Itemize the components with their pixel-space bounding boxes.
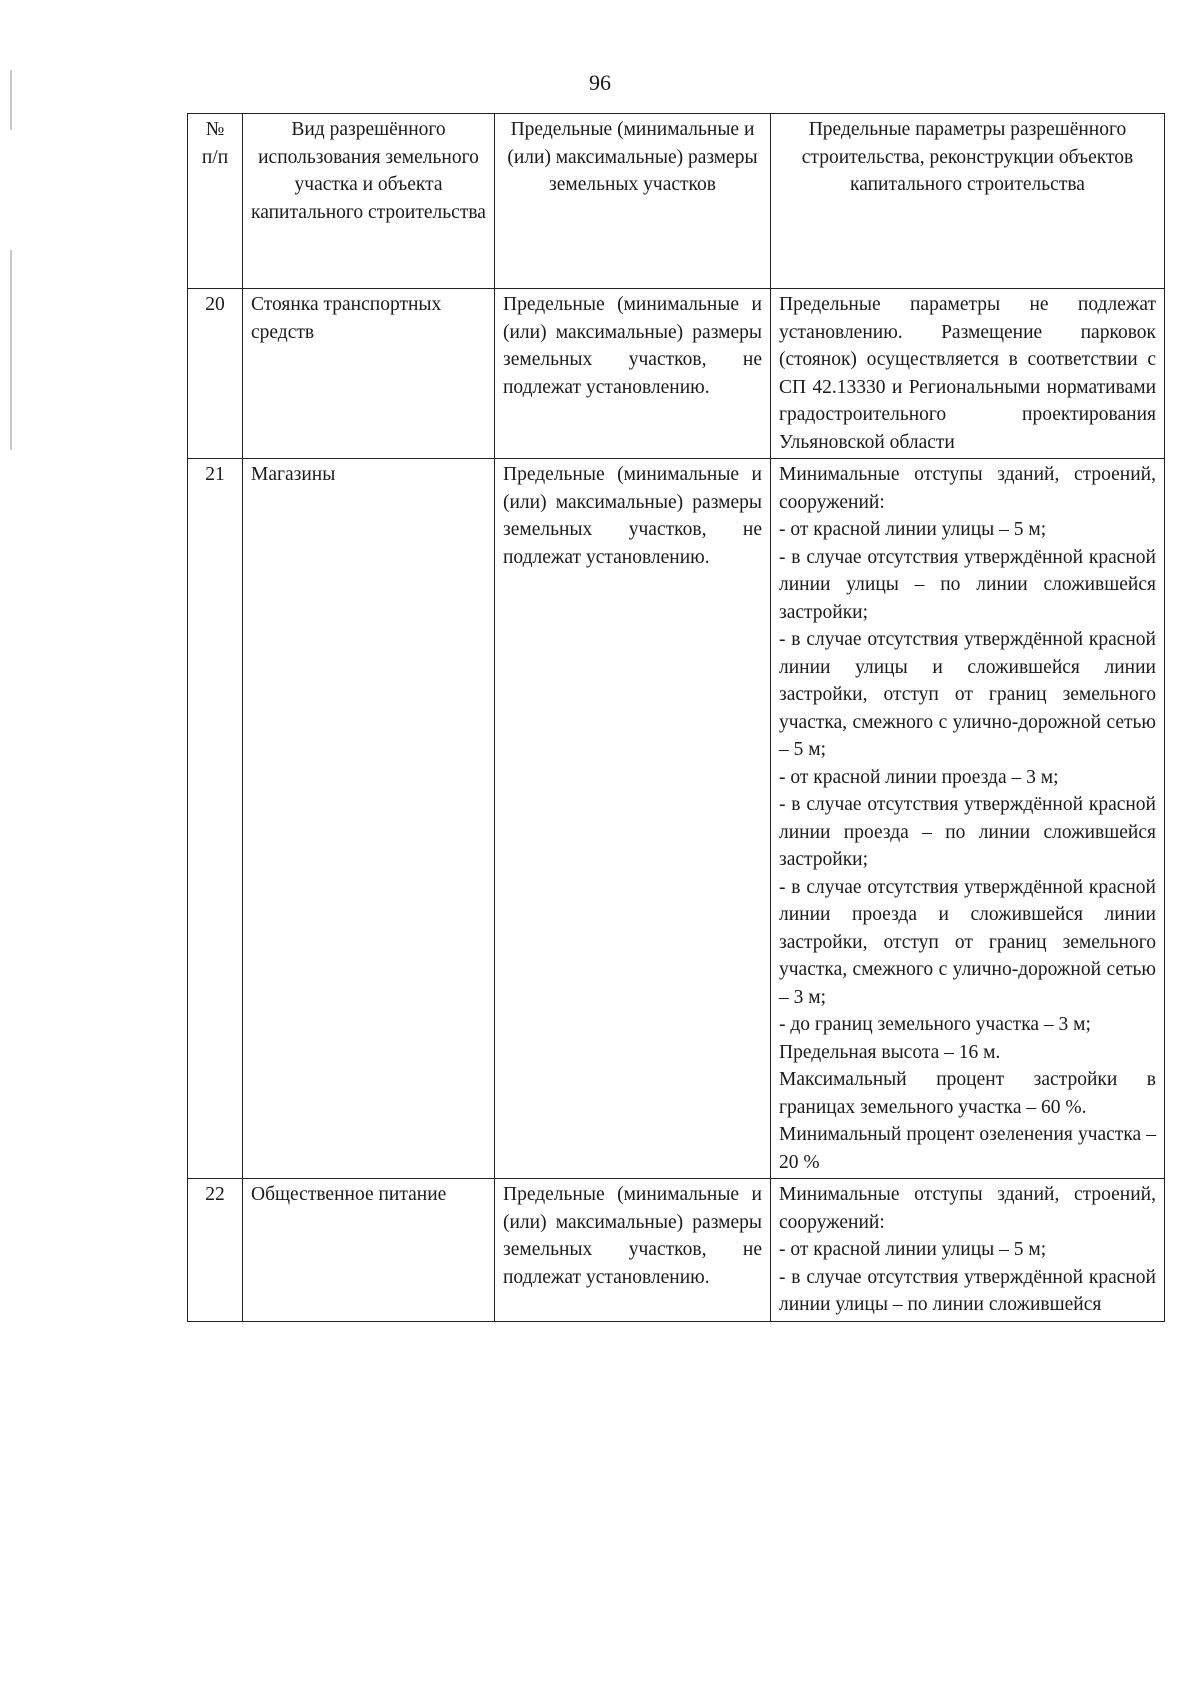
row-plot-size: Предельные (минимальные и (или) максимальные) размеры земельных участков, не подлежат установлению. [495, 459, 771, 1179]
table-row [188, 1179, 1165, 1322]
param-line: Максимальный процент застройки в границах земельного участка – 60 %. [779, 1069, 1156, 1118]
table-row [188, 459, 1165, 1179]
param-line: - до границ земельного участка – 3 м; [779, 1014, 1091, 1035]
row-plot-size: Предельные (минимальные и (или) максимальные) размеры земельных участков, не подлежат установлению. [495, 1179, 771, 1322]
row-build-params [771, 1179, 1165, 1322]
row-plot-size: Предельные (минимальные и (или) максимальные) размеры земельных участков, не подлежат установлению. [495, 289, 771, 459]
param-line: - в случае отсутствия утверждённой красной линии проезда – по линии сложившейся застройки; [779, 794, 1156, 870]
table-header-row [188, 114, 1165, 289]
param-line: - от красной линии улицы – 5 м; [779, 519, 1047, 540]
row-use-type: Магазины [243, 459, 495, 1179]
param-line: - в случае отсутствия утверждённой красной линии улицы и сложившейся линии застройки, отступ от границ земельного участка, смежного с улично-дорожной сетью – 5 м; [779, 629, 1156, 760]
row-use-type: Стоянка транспортных средств [243, 289, 495, 459]
header-use-type: Вид разрешённого использования земельного участка и объекта капитального строительства [243, 114, 495, 289]
param-line: Предельная высота – 16 м. [779, 1041, 1001, 1063]
header-plot-size: Предельные (минимальные и (или) максимальные) размеры земельных участков [495, 114, 771, 289]
param-line: Минимальные отступы зданий, строений, сооружений: [779, 464, 1156, 513]
param-line: - в случае отсутствия утверждённой красной линии улицы – по линии сложившейся [779, 1266, 1156, 1315]
row-use-type: Общественное питание [243, 1179, 495, 1322]
param-line: - в случае отсутствия утверждённой красной линии проезда и сложившейся линии застройки, отступ от границ земельного участка, смежного с улично-дорожной сетью – 3 м; [779, 876, 1156, 1008]
land-use-table [187, 113, 1165, 1322]
param-line: Минимальный процент озеленения участка – 20 % [779, 1124, 1156, 1173]
param-line: Минимальные отступы зданий, строений, сооружений: [779, 1184, 1156, 1233]
param-line: - от красной линии проезда – 3 м; [779, 766, 1059, 788]
table-row [188, 289, 1165, 459]
param-line: Предельные параметры не подлежат установлению. Размещение парковок (стоянок) осуществляется в соответствии с СП 42.13330 и Региональными нормативами градостроительного проектирования Ульяновской области [779, 294, 1156, 453]
row-number: 22 [188, 1179, 243, 1322]
page-number: 96 [589, 70, 611, 95]
row-number: 21 [188, 459, 243, 1179]
param-line: - в случае отсутствия утверждённой красной линии улицы – по линии сложившейся застройки; [779, 546, 1156, 623]
header-number: № п/п [188, 114, 243, 289]
header-build-params: Предельные параметры разрешённого строительства, реконструкции объектов капитального строительства [771, 114, 1165, 289]
row-build-params [771, 289, 1165, 459]
scan-margin-mark [10, 250, 12, 450]
row-number: 20 [188, 289, 243, 459]
row-build-params [771, 459, 1165, 1179]
param-line: - от красной линии улицы – 5 м; [779, 1239, 1047, 1260]
